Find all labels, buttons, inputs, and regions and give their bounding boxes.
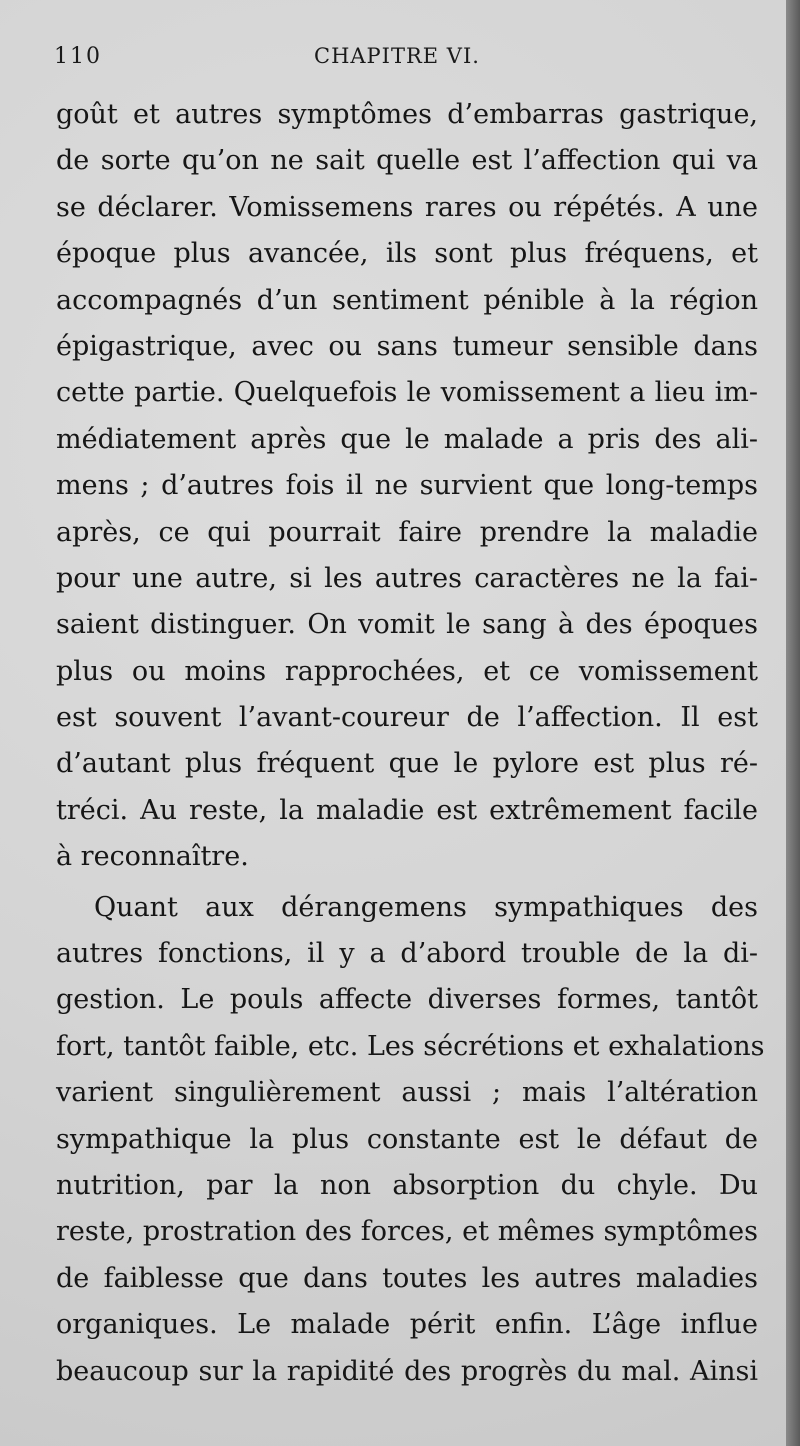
text-line: varient singulièrement aussi ; mais l’altération	[56, 1077, 758, 1109]
text-line: mens ; d’autres fois il ne survient que long-temps	[56, 470, 758, 502]
text-line: après, ce qui pourrait faire prendre la maladie	[56, 516, 758, 548]
text-line: se déclarer. Vomissemens rares ou répétés. A une	[56, 191, 758, 223]
body-text	[56, 92, 765, 1395]
text-line: cette partie. Quelquefois le vomissement a lieu im-	[56, 377, 758, 409]
text-line: de sorte qu’on ne sait quelle est l’affection qui va	[56, 145, 758, 177]
text-line: reste, prostration des forces, et mêmes symptômes	[56, 1216, 758, 1248]
text-line: époque plus avancée, ils sont plus fréquens, et	[56, 238, 758, 270]
text-line: de faiblesse que dans toutes les autres maladies	[56, 1262, 758, 1294]
text-line: Quant aux dérangemens sympathiques des	[94, 891, 758, 923]
running-head	[54, 44, 754, 84]
text-line: tréci. Au reste, la maladie est extrêmement facile	[56, 794, 758, 826]
text-line: fort, tantôt faible, etc. Les sécrétions et exhalations	[56, 1030, 765, 1062]
text-line: saient distinguer. On vomit le sang à des époques	[56, 609, 758, 641]
paragraph-2	[56, 885, 765, 1395]
text-line: épigastrique, avec ou sans tumeur sensible dans	[56, 330, 758, 362]
text-line: beaucoup sur la rapidité des progrès du mal. Ainsi	[56, 1355, 758, 1387]
page-edge-shadow	[786, 0, 800, 1446]
text-line: pour une autre, si les autres caractères ne la fai-	[56, 562, 758, 594]
text-line: gestion. Le pouls affecte diverses formes, tantôt	[56, 984, 758, 1016]
text-line: plus ou moins rapprochées, et ce vomissement	[56, 655, 758, 687]
text-line: d’autant plus fréquent que le pylore est plus ré-	[56, 748, 758, 780]
text-line: goût et autres symptômes d’embarras gastrique,	[56, 99, 758, 130]
paragraph-1	[56, 92, 758, 881]
text-line: autres fonctions, il y a d’abord trouble de la di-	[56, 938, 758, 970]
page-number: 110	[54, 44, 102, 69]
chapter-title: CHAPITRE VI.	[314, 44, 480, 68]
text-line: sympathique la plus constante est le défaut de	[56, 1123, 758, 1155]
text-line: médiatement après que le malade a pris des ali-	[56, 423, 758, 455]
text-line: accompagnés d’un sentiment pénible à la région	[56, 284, 758, 316]
text-line: nutrition, par la non absorption du chyle. Du	[56, 1169, 758, 1201]
text-line: organiques. Le malade périt enfin. L’âge influe	[56, 1309, 758, 1341]
text-line: est souvent l’avant-coureur de l’affection. Il est	[56, 702, 758, 734]
text-line: à reconnaître.	[56, 841, 249, 873]
